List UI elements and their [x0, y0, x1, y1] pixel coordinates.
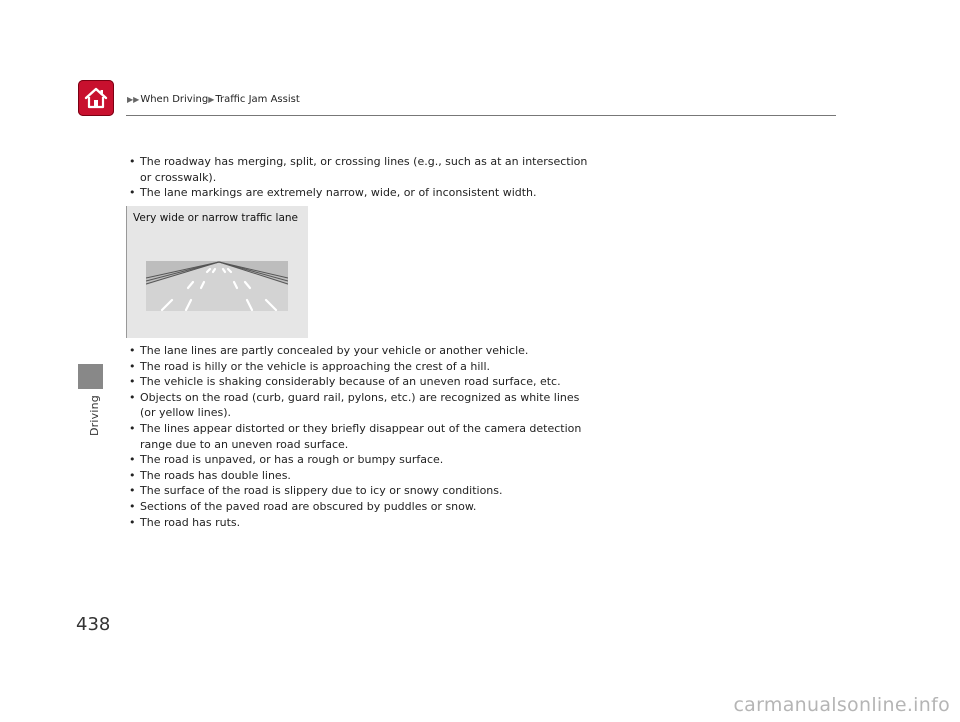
section-tab-marker [78, 364, 103, 389]
header-divider [126, 115, 836, 116]
condition-item: • Sections of the paved road are obscured by puddles or snow. [129, 499, 589, 515]
condition-item: • The road is hilly or the vehicle is approaching the crest of a hill. [129, 359, 589, 375]
condition-list-bottom [129, 343, 589, 530]
breadcrumb [127, 94, 300, 105]
watermark: carmanualsonline.info [733, 694, 950, 716]
condition-item: • The surface of the road is slippery due to icy or snowy conditions. [129, 483, 589, 499]
condition-item: • The lines appear distorted or they briefly disappear out of the camera detection range due to an uneven road surface. [129, 421, 589, 452]
condition-list-top [129, 154, 589, 201]
lane-figure [126, 206, 308, 338]
condition-item: • The roads has double lines. [129, 468, 589, 484]
condition-item: • The lane lines are partly concealed by your vehicle or another vehicle. [129, 343, 589, 359]
breadcrumb-arrow-icon: ▶ [208, 95, 215, 104]
figure-caption: Very wide or narrow traffic lane [133, 212, 298, 224]
condition-item: • The vehicle is shaking considerably because of an uneven road surface, etc. [129, 374, 589, 390]
condition-item: • The roadway has merging, split, or crossing lines (e.g., such as at an intersection or crosswalk). [129, 154, 589, 185]
breadcrumb-item-when-driving[interactable]: When Driving [140, 94, 209, 105]
condition-item: • The road has ruts. [129, 515, 589, 531]
home-button[interactable] [78, 80, 114, 116]
condition-item: • Objects on the road (curb, guard rail, pylons, etc.) are recognized as white lines (or yellow lines). [129, 390, 589, 421]
section-label: Driving [88, 395, 101, 436]
wide-lane-road-illustration [146, 261, 288, 311]
condition-item: • The lane markings are extremely narrow, wide, or of inconsistent width. [129, 185, 589, 201]
home-icon [83, 85, 109, 111]
page-number: 438 [76, 614, 111, 635]
breadcrumb-arrow-icon: ▶▶ [127, 95, 140, 104]
breadcrumb-item-traffic-jam-assist[interactable]: Traffic Jam Assist [215, 94, 300, 105]
condition-item: • The road is unpaved, or has a rough or bumpy surface. [129, 452, 589, 468]
